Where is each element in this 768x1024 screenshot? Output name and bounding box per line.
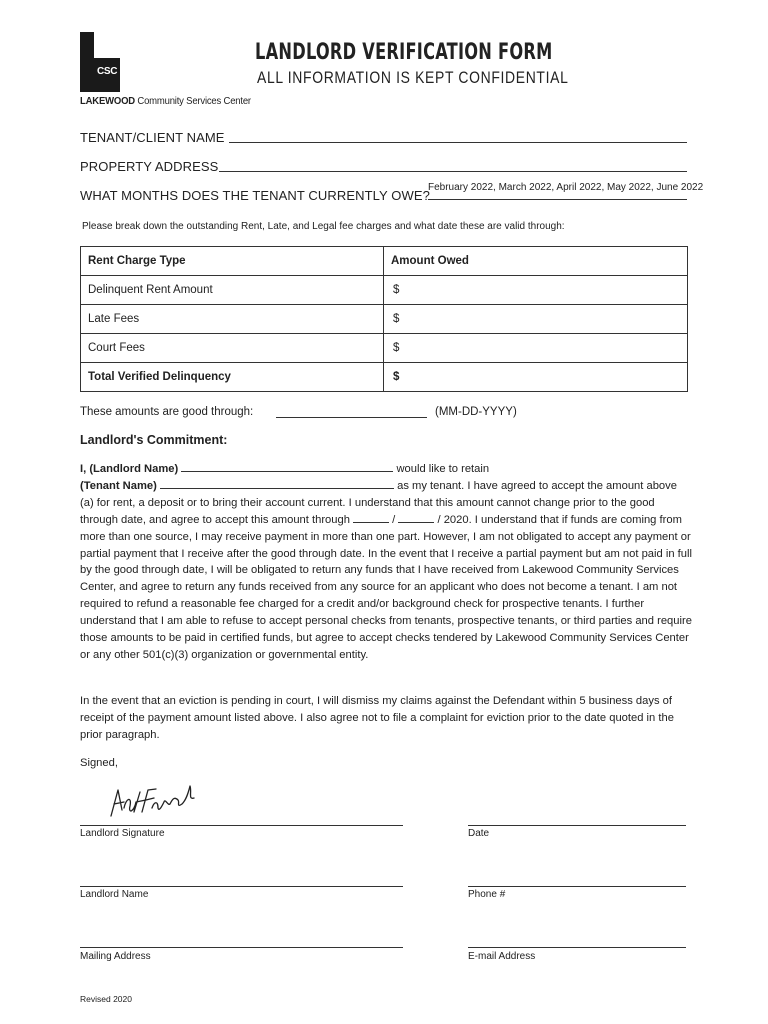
- landlord-signature-field[interactable]: [80, 825, 403, 826]
- months-owed-value[interactable]: February 2022, March 2022, April 2022, May 2022, June 2022: [428, 182, 704, 193]
- row-amount-input[interactable]: $: [384, 363, 688, 392]
- page-subtitle: ALL INFORMATION IS KEPT CONFIDENTIAL: [257, 68, 569, 87]
- landlord-name-blank[interactable]: [181, 461, 393, 472]
- commitment-text-a: as my tenant. I have agreed to accept the amount above (a) for rent, a deposit or to bring their account current. I understand that this amount cannot change prior to the good through date, and agree to accept this amount through: [80, 479, 677, 526]
- good-through-date-field[interactable]: [276, 417, 427, 418]
- csc-logo: [80, 32, 251, 112]
- date-label: Date: [468, 828, 490, 839]
- email-field[interactable]: [468, 947, 686, 948]
- month-blank[interactable]: [353, 512, 389, 523]
- logo-mark-icon: [80, 32, 140, 96]
- tenant-name-blank[interactable]: [160, 478, 394, 489]
- property-address-field[interactable]: [219, 171, 687, 172]
- landlord-signature-label: Landlord Signature: [80, 828, 165, 839]
- months-owed-label: WHAT MONTHS DOES THE TENANT CURRENTLY OWE?: [80, 188, 430, 203]
- table-row: [81, 305, 688, 334]
- logo-abbr: CSC: [97, 66, 118, 77]
- slash: /: [392, 513, 396, 526]
- row-amount-input[interactable]: $: [384, 334, 688, 363]
- row-charge-type: Court Fees: [81, 334, 384, 363]
- row-charge-type: Total Verified Delinquency: [81, 363, 384, 392]
- months-owed-field[interactable]: [428, 199, 687, 200]
- row-amount-input[interactable]: $: [384, 276, 688, 305]
- signed-label: Signed,: [80, 757, 118, 769]
- tenant-name-label-inline: (Tenant Name): [80, 479, 157, 492]
- landlord-name-sig-label: Landlord Name: [80, 889, 149, 900]
- tenant-name-label: TENANT/CLIENT NAME: [80, 130, 225, 145]
- commitment-paragraph-2: In the event that an eviction is pending in court, I will dismiss my claims against the Defendant within 5 business days of receipt of the payment amount listed above. I also agree not to file a complaint for eviction prior to the date quoted in the prior paragraph.: [80, 695, 674, 741]
- retain-text: would like to retain: [396, 463, 490, 475]
- commitment-paragraph-1: [80, 461, 692, 664]
- mailing-address-label: Mailing Address: [80, 951, 151, 962]
- row-charge-type: Late Fees: [81, 305, 384, 334]
- table-row: [81, 334, 688, 363]
- handwritten-signature-icon: [108, 778, 198, 820]
- date-field[interactable]: [468, 825, 686, 826]
- revised-note: Revised 2020: [80, 994, 132, 1004]
- header-amount-owed: Amount Owed: [384, 247, 688, 276]
- tenant-name-field[interactable]: [229, 142, 687, 143]
- landlord-name-label: I, (Landlord Name): [80, 463, 179, 475]
- header-charge-type: Rent Charge Type: [81, 247, 384, 276]
- property-address-label: PROPERTY ADDRESS: [80, 159, 219, 174]
- landlord-name-field[interactable]: [80, 886, 403, 887]
- table-row-total: [81, 363, 688, 392]
- phone-label: Phone #: [468, 889, 506, 900]
- good-through-format: (MM-DD-YYYY): [435, 406, 517, 418]
- table-row: [81, 276, 688, 305]
- day-blank[interactable]: [398, 512, 434, 523]
- commitment-heading: Landlord's Commitment:: [80, 433, 228, 447]
- phone-field[interactable]: [468, 886, 686, 887]
- charges-table: [80, 246, 688, 392]
- table-header-row: [81, 247, 688, 276]
- row-charge-type: Delinquent Rent Amount: [81, 276, 384, 305]
- email-label: E-mail Address: [468, 951, 536, 962]
- logo-org-name: LAKEWOOD Community Services Center: [80, 96, 251, 107]
- row-amount-input[interactable]: $: [384, 305, 688, 334]
- page-title: LANDLORD VERIFICATION FORM: [255, 40, 553, 65]
- instructions-text: Please break down the outstanding Rent, Late, and Legal fee charges and what date these are valid through:: [82, 221, 565, 232]
- mailing-address-field[interactable]: [80, 947, 403, 948]
- good-through-label: These amounts are good through:: [80, 406, 254, 418]
- commitment-text-b: / 2020. I understand that if funds are coming from more than one source, I may receive payment in more than one part. However, I am not obligated to accept any payment or partial payment that I receive after the good through date. In the event that I receive a partial payment but am not paid in full by the good through date, I will be obligated to return any funds that I have received from Lakewood Community Services Center, and agree to return any funds received from any source for an applicant who does not become a tenant. I am not required to refund a reasonable fee charged for a credit and/or background check for prospective tenants. I further understand that I am able to refuse to accept personal checks from tenants, prospective tenants, or third parties and require those amounts to be paid in certified funds, but agree to accept checks tendered by Lakewood Community Services Center or any other 501(c)(3) organization or governmental entity.: [80, 513, 692, 661]
